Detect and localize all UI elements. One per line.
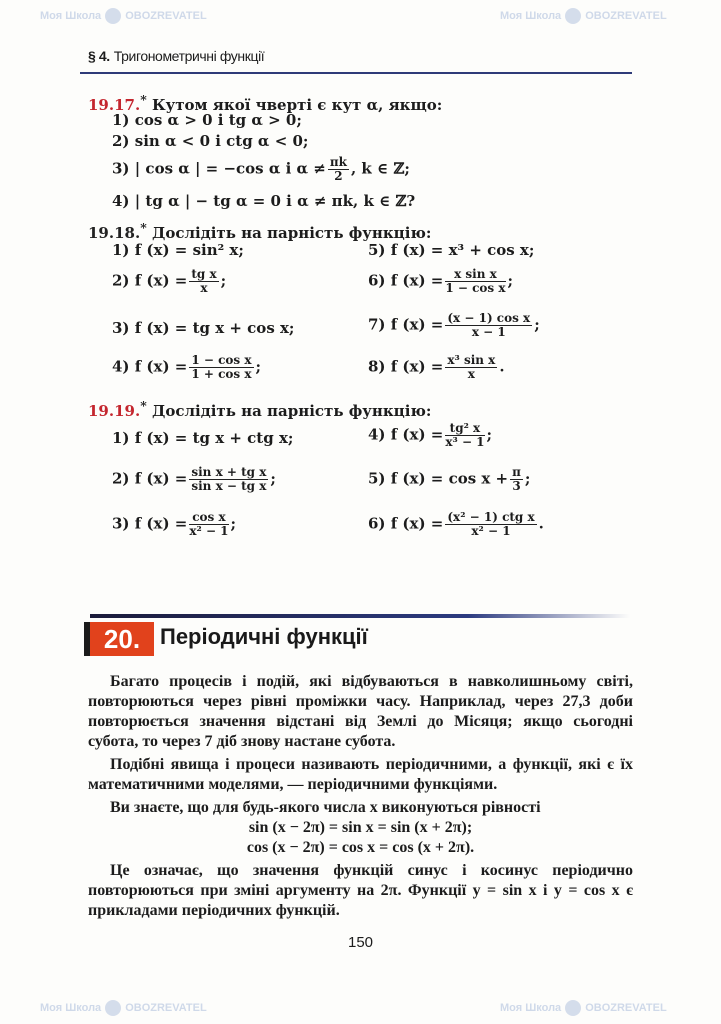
running-header (88, 48, 264, 64)
header-title: Тригонометричні функції (113, 48, 265, 64)
num: (x − 1) cos x (447, 311, 531, 325)
item-4 (112, 354, 261, 381)
num: tg² x (445, 422, 484, 436)
watermark-logo-icon (565, 8, 581, 24)
num: cos x (189, 511, 228, 525)
item-6 (368, 511, 544, 538)
num: sin x + tg x (191, 465, 267, 479)
watermark-logo-icon (105, 1000, 121, 1016)
exercise-19-19-title (88, 396, 431, 421)
fraction (445, 354, 497, 381)
fraction (445, 511, 536, 538)
exercise-text: Дослідіть на парність функцію: (151, 402, 432, 420)
header-rule (80, 72, 632, 74)
num: πk (329, 155, 347, 169)
item-3 (112, 511, 236, 538)
item-7 (368, 312, 540, 339)
fraction (445, 422, 484, 449)
den: x² − 1 (471, 524, 511, 538)
t: 2) f (x) = (112, 271, 188, 290)
item-2 (112, 268, 226, 295)
item-5: 5) f (x) = x³ + cos x; (368, 241, 535, 259)
t: . (538, 514, 544, 533)
t: ; (270, 469, 276, 488)
fraction (445, 312, 532, 339)
paragraph-2 (88, 755, 633, 795)
watermark-brand: OBOZREVATEL (585, 1001, 667, 1014)
t: ; (255, 357, 262, 376)
watermark (40, 8, 207, 24)
star: * (140, 220, 147, 235)
t: 3) f (x) = (112, 514, 188, 533)
t: . (493, 776, 498, 793)
fraction (189, 354, 253, 381)
t: , а функції, які є їх математичними моделями, — (88, 756, 634, 793)
term: періодичними функціями (307, 776, 494, 793)
t: 6) f (x) = (368, 514, 444, 533)
paragraph-1: Багато процесів і подій, які відбуваються в навколишньому світі, повторюються через рівні проміжки часу. Наприклад, через 27,3 доби повторюється значення відстані від Землі до Місяця; якщо сьогодні субота, то через 7 діб знову настане субота. (88, 673, 633, 750)
star: * (140, 398, 147, 413)
t: ; (507, 271, 514, 290)
item-3 (112, 156, 410, 183)
fraction (328, 156, 349, 183)
t: 4) f (x) = (112, 357, 188, 376)
item-6 (368, 268, 513, 295)
den: 3 (512, 479, 521, 493)
den: x² − 1 (189, 524, 229, 538)
watermark-brand: OBOZREVATEL (585, 9, 667, 22)
exercise-text: Кутом якої чверті є кут α, якщо: (151, 96, 443, 114)
page-number: 150 (347, 934, 374, 951)
fraction (189, 511, 228, 538)
term: періодичними (385, 756, 488, 773)
fraction (189, 268, 218, 295)
watermark-brand: OBOZREVATEL (125, 9, 207, 22)
num: 1 − cos x (191, 353, 252, 367)
section-number: 20. (90, 622, 154, 656)
den: x (467, 367, 475, 381)
num: π (512, 465, 521, 479)
den: 2 (334, 169, 343, 183)
watermark-school: Моя Школа (40, 1001, 102, 1014)
t: 8) f (x) = (368, 357, 444, 376)
t: ; (230, 514, 237, 533)
paragraph-3: Ви знаєте, що для будь-якого числа x виконуються рівності (110, 799, 541, 816)
t: 6) f (x) = (368, 271, 444, 290)
t: 4) f (x) = (368, 425, 444, 444)
t: Подібні явища і процеси називають (110, 756, 386, 773)
den: x³ − 1 (445, 435, 485, 449)
watermark-logo-icon (105, 8, 121, 24)
den: x (200, 281, 208, 295)
den: x − 1 (471, 325, 506, 339)
t: ; (524, 469, 531, 488)
t: 3) | cos α | = −cos α і α ≠ (112, 159, 326, 178)
num: x sin x (445, 268, 505, 282)
equation-2: cos (x − 2π) = cos x = cos (x + 2π). (246, 839, 475, 856)
equation-1: sin (x − 2π) = sin x = sin (x + 2π); (248, 819, 473, 836)
t: 2) f (x) = (112, 469, 188, 488)
item-1: 1) cos α > 0 і tg α > 0; (112, 111, 302, 129)
t: 5) f (x) = cos x + (368, 469, 509, 488)
section-title: Періодичні функції (160, 624, 368, 649)
item-2 (112, 466, 276, 493)
star: * (140, 92, 147, 107)
t: . (499, 357, 505, 376)
exercise-text: Дослідіть на парність функцію: (151, 224, 432, 242)
den: sin x − tg x (191, 479, 267, 493)
item-3: 3) f (x) = tg x + cos x; (112, 319, 295, 337)
watermark-school: Моя Школа (40, 9, 102, 22)
t: ; (534, 315, 540, 334)
watermark-school: Моя Школа (500, 9, 562, 22)
watermark (500, 1000, 667, 1016)
num: tg x (191, 267, 217, 281)
item-1: 1) f (x) = sin² x; (112, 241, 244, 259)
watermark-school: Моя Школа (500, 1001, 562, 1014)
section-rule (90, 614, 630, 618)
section-sign: § 4. (88, 48, 110, 64)
body-text (88, 672, 633, 953)
watermark-brand: OBOZREVATEL (125, 1001, 207, 1014)
exercise-number: 19.19. (88, 402, 141, 420)
watermark-logo-icon (565, 1000, 581, 1016)
fraction (445, 268, 505, 295)
item-8 (368, 354, 505, 381)
t: ; (220, 271, 227, 290)
item-5 (368, 466, 530, 493)
num: x³ sin x (447, 353, 496, 367)
den: 1 + cos x (191, 367, 252, 381)
watermark (40, 1000, 207, 1016)
den: 1 − cos x (445, 281, 506, 295)
exercise-number: 19.17. (88, 96, 141, 114)
fraction (510, 466, 523, 493)
watermark (500, 8, 667, 24)
exercise-number: 19.18. (88, 224, 141, 242)
fraction (189, 466, 268, 493)
item-4 (368, 422, 492, 449)
t: ; (486, 425, 493, 444)
item-4: 4) | tg α | − tg α = 0 і α ≠ πk, k ∈ ℤ? (112, 192, 416, 210)
t: 7) f (x) = (368, 315, 444, 334)
item-1: 1) f (x) = tg x + ctg x; (112, 429, 294, 447)
t: , k ∈ ℤ; (350, 159, 410, 178)
section-heading (80, 612, 640, 660)
paragraph-4: Це означає, що значення функцій синус і косинус періодично повторюються при зміні аргументу на 2π. Функції y = sin x і y = cos x є прикладами періодичних функцій. (88, 862, 633, 919)
num: (x² − 1) ctg x (447, 510, 535, 524)
item-2: 2) sin α < 0 і ctg α < 0; (112, 132, 309, 150)
